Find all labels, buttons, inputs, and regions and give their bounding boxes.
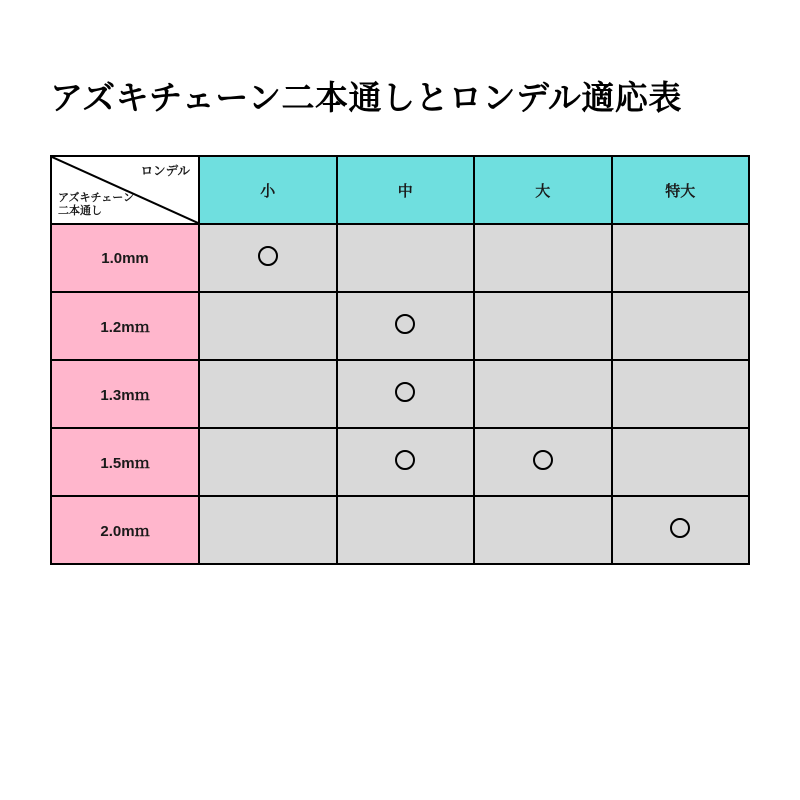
row-axis-label bbox=[58, 192, 134, 218]
circle-mark-icon bbox=[395, 450, 415, 470]
cell-0-0 bbox=[199, 224, 337, 292]
circle-mark-icon bbox=[670, 518, 690, 538]
cell-2-2 bbox=[474, 360, 612, 428]
cell-1-1 bbox=[337, 292, 475, 360]
row-axis-label-line2: 二本通し bbox=[58, 204, 102, 217]
cell-1-3 bbox=[612, 292, 750, 360]
circle-mark-icon bbox=[395, 314, 415, 334]
cell-3-2 bbox=[474, 428, 612, 496]
column-header-3: 特大 bbox=[612, 156, 750, 224]
row-header-4: 2.0mｍ bbox=[51, 496, 199, 564]
row-header-1: 1.2mｍ bbox=[51, 292, 199, 360]
cell-1-2 bbox=[474, 292, 612, 360]
cell-4-2 bbox=[474, 496, 612, 564]
cell-2-1 bbox=[337, 360, 475, 428]
circle-mark-icon bbox=[258, 246, 278, 266]
row-header-0: 1.0mm bbox=[51, 224, 199, 292]
table-row bbox=[51, 224, 749, 292]
axis-corner-cell bbox=[51, 156, 199, 224]
cell-0-1 bbox=[337, 224, 475, 292]
table-body bbox=[51, 224, 749, 564]
table-row bbox=[51, 292, 749, 360]
cell-2-3 bbox=[612, 360, 750, 428]
compatibility-table bbox=[50, 155, 750, 565]
column-header-1: 中 bbox=[337, 156, 475, 224]
cell-2-0 bbox=[199, 360, 337, 428]
column-header-2: 大 bbox=[474, 156, 612, 224]
cell-4-0 bbox=[199, 496, 337, 564]
cell-3-0 bbox=[199, 428, 337, 496]
column-header-0: 小 bbox=[199, 156, 337, 224]
table-row bbox=[51, 496, 749, 564]
cell-0-2 bbox=[474, 224, 612, 292]
column-axis-label: ロンデル bbox=[140, 164, 190, 178]
page-title: アズキチェーン二本通しとロンデル適応表 bbox=[50, 79, 682, 116]
cell-3-1 bbox=[337, 428, 475, 496]
cell-0-3 bbox=[612, 224, 750, 292]
cell-4-1 bbox=[337, 496, 475, 564]
row-header-3: 1.5mｍ bbox=[51, 428, 199, 496]
row-axis-label-line1: アズキチェーン bbox=[58, 191, 135, 204]
table-row bbox=[51, 360, 749, 428]
row-header-2: 1.3mｍ bbox=[51, 360, 199, 428]
table-head bbox=[51, 156, 749, 224]
cell-4-3 bbox=[612, 496, 750, 564]
compatibility-table-container bbox=[50, 155, 750, 565]
table-row bbox=[51, 428, 749, 496]
cell-1-0 bbox=[199, 292, 337, 360]
circle-mark-icon bbox=[395, 382, 415, 402]
cell-3-3 bbox=[612, 428, 750, 496]
circle-mark-icon bbox=[533, 450, 553, 470]
table-header-row bbox=[51, 156, 749, 224]
